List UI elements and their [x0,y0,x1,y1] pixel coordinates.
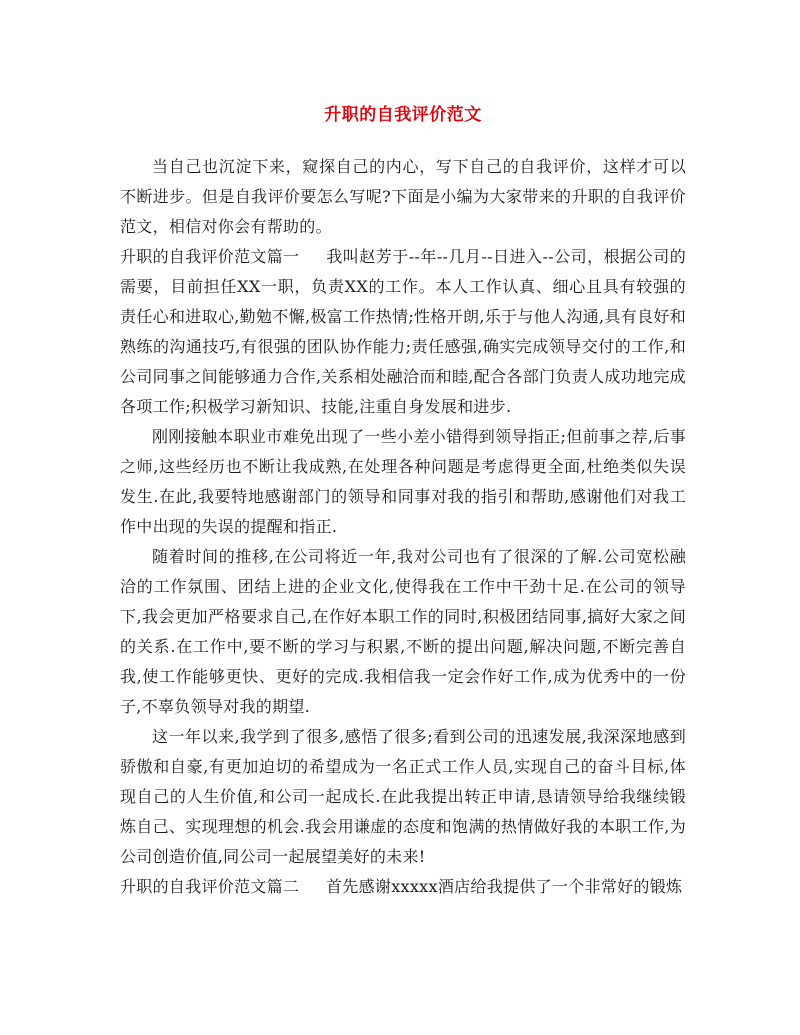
body-paragraph-1: 刚刚接触本职业市难免出现了一些小差小错得到领导指正;但前事之荐,后事之师,这些经历也不断让我成熟,在处理各种问题是考虑得更全面,杜绝类似失误发生.在此,我要特地感谢部门的领导和同事对我的指引和帮助,感谢他们对我工作中出现的失误的提醒和指正. [120,427,686,536]
document-page [120,100,686,902]
section-two-label: 升职的自我评价范文篇二 [120,877,300,896]
section-one-text: 我叫赵芳于--年--几月--日进入--公司，根据公司的需要，目前担任XX一职，负责XX的工作。本人工作认真、细心且具有较强的责任心和进取心,勤勉不懈,极富工作热情;性格开朗,乐于与他人沟通,具有良好和熟练的沟通技巧,有很强的团队协作能力;责任感强,确实完成领导交付的工作,和公司同事之间能够通力合作,关系相处融洽而和睦,配合各部门负责人成功地完成各项工作;积极学习新知识、技能,注重自身发展和进步. [120,247,686,416]
section-two-text: 首先感谢xxxxx酒店给我提供了一个非常好的锻炼 [326,877,683,896]
body-paragraph-2: 随着时间的推移,在公司将近一年,我对公司也有了很深的了解.公司宽松融洽的工作氛围、团结上进的企业文化,使得我在工作中干劲十足.在公司的领导下,我会更加严格要求自己,在作好本职工作的同时,积极团结同事,搞好大家之间的关系.在工作中,要不断的学习与积累,不断的提出问题,解决问题,不断完善自我,使工作能够更快、更好的完成.我相信我一定会作好工作,成为优秀中的一份子,不辜负领导对我的期望. [120,547,686,716]
body-paragraph-3: 这一年以来,我学到了很多,感悟了很多;看到公司的迅速发展,我深深地感到骄傲和自豪,有更加迫切的希望成为一名正式工作人员,实现自己的奋斗目标,体现自己的人生价值,和公司一起成长.在此我提出转正申请,恳请领导给我继续锻炼自己、实现理想的机会.我会用谦虚的态度和饱满的热情做好我的本职工作,为公司创造价值,同公司一起展望美好的未来! [120,727,686,866]
section-one [120,242,686,422]
intro-paragraph: 当自己也沉淀下来，窥探自己的内心，写下自己的自我评价，这样才可以不断进步。但是自我评价要怎么写呢?下面是小编为大家带来的升职的自我评价范文，相信对你会有帮助的。 [120,157,686,236]
document-title: 升职的自我评价范文 [324,105,482,125]
section-two [120,872,686,902]
section-one-label: 升职的自我评价范文篇一 [120,247,300,266]
